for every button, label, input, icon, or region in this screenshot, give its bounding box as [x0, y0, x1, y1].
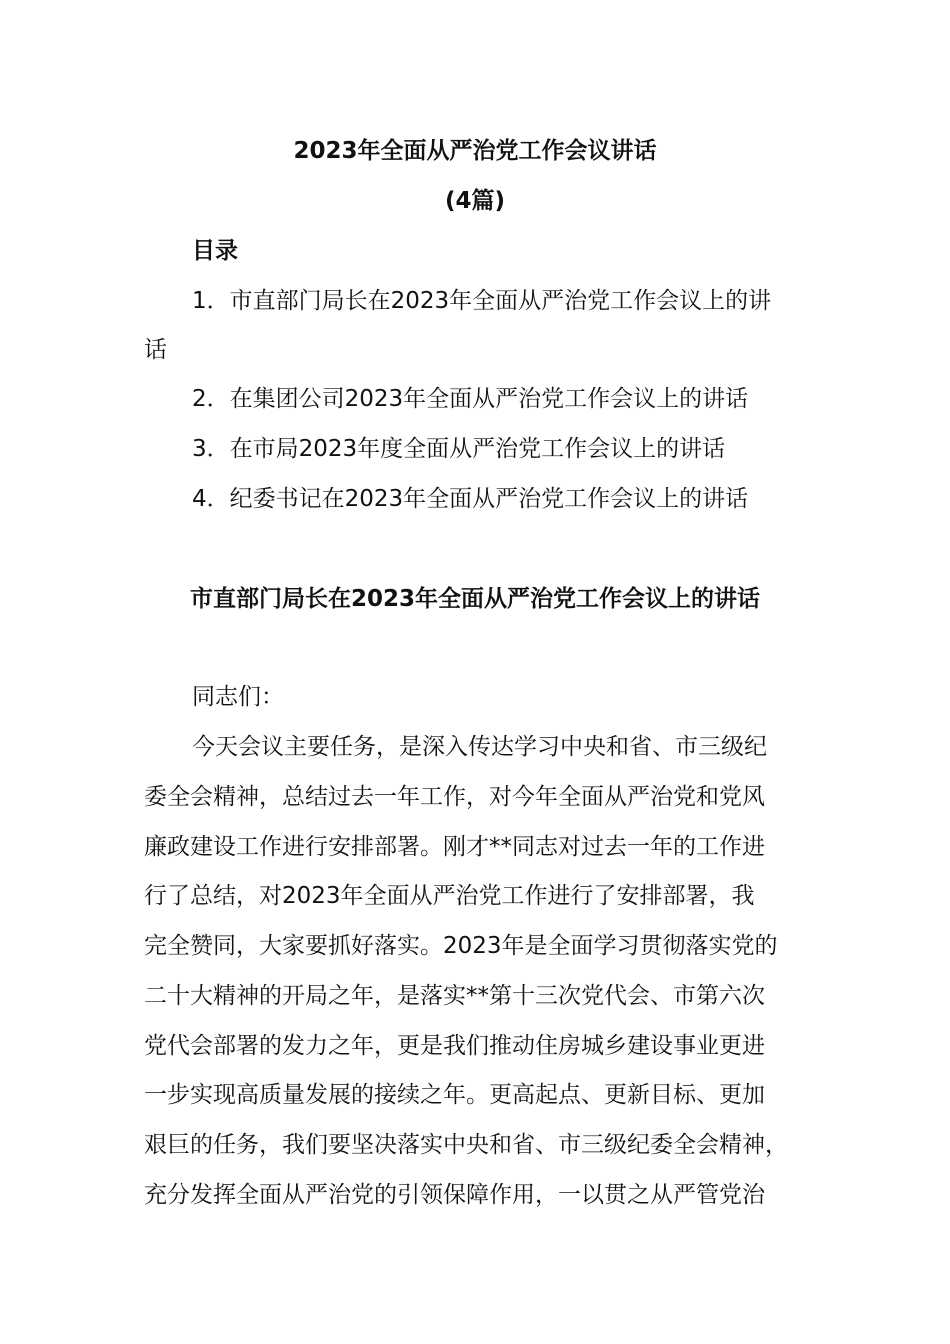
paragraph-line-10: 充分发挥全面从严治党的引领保障作用，一以贯之从严管党治: [144, 1182, 765, 1208]
toc-item-2: 2．在集团公司2023年全面从严治党工作会议上的讲话: [192, 386, 749, 412]
document-subtitle: (4篇): [444, 188, 506, 214]
toc-item-4: 4．纪委书记在2023年全面从严治党工作会议上的讲话: [192, 486, 749, 512]
toc-item-1-line-2: 话: [144, 337, 167, 363]
paragraph-line-3: 廉政建设工作进行安排部署。刚才**同志对过去一年的工作进: [144, 834, 765, 860]
toc-item-1-line-1: 1．市直部门局长在2023年全面从严治党工作会议上的讲: [192, 288, 772, 314]
paragraph-line-7: 党代会部署的发力之年，更是我们推动住房城乡建设事业更进: [144, 1033, 765, 1059]
paragraph-line-8: 一步实现高质量发展的接续之年。更高起点、更新目标、更加: [144, 1082, 765, 1108]
paragraph-line-5: 完全赞同，大家要抓好落实。2023年是全面学习贯彻落实党的: [144, 933, 778, 959]
paragraph-line-9: 艰巨的任务，我们要坚决落实中央和省、市三级纪委全会精神，: [144, 1132, 788, 1158]
document-title: 2023年全面从严治党工作会议讲话: [293, 138, 657, 164]
section-title: 市直部门局长在2023年全面从严治党工作会议上的讲话: [189, 586, 760, 612]
paragraph-line-2: 委全会精神，总结过去一年工作，对今年全面从严治党和党风: [144, 784, 765, 810]
paragraph-line-6: 二十大精神的开局之年，是落实**第十三次党代会、市第六次: [144, 983, 765, 1009]
toc-item-3: 3．在市局2023年度全面从严治党工作会议上的讲话: [192, 436, 726, 462]
paragraph-line-1: 今天会议主要任务，是深入传达学习中央和省、市三级纪: [192, 734, 767, 760]
greeting: 同志们：: [192, 684, 284, 710]
paragraph-line-4: 行了总结，对2023年全面从严治党工作进行了安排部署，我: [144, 883, 755, 909]
toc-heading: 目录: [192, 238, 238, 264]
